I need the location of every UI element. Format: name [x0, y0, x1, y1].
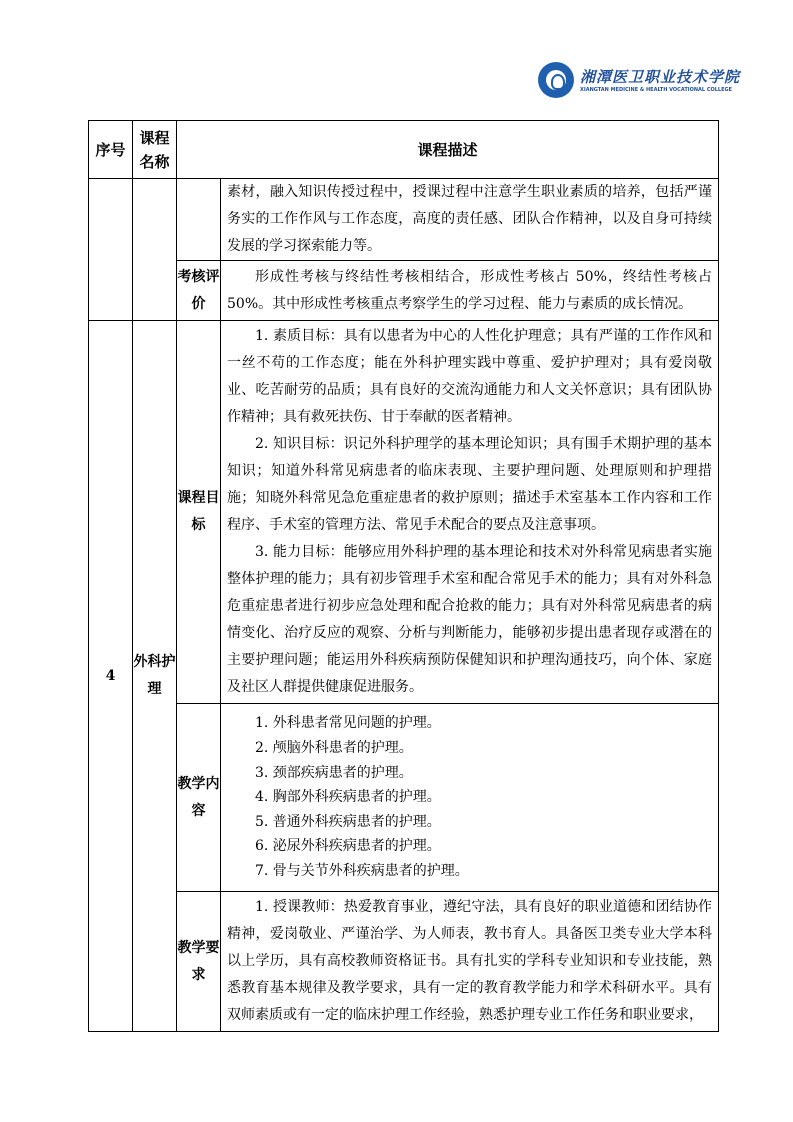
objectives-text [221, 321, 719, 704]
requirement-item: 1. 授课教师：热爱教育事业，遵纪守法，具有良好的职业道德和团结协作精神，爱岗敬业、严谨治学、为人师表，教书育人。具备医卫类专业大学本科以上学历，具有高校教师资格证书。具有扎实的学科专业知识和专业技能，熟悉教育基本规律及教学要求，具有一定的教育教学能力和学术科研水平。具有双师素质或有一定的临床护理工作经验，熟悉护理专业工作任务和职业要求， [227, 899, 712, 1023]
college-name-cn: 湘潭医卫职业技术学院 [580, 68, 741, 86]
requirements-label: 教学要求 [177, 892, 221, 1032]
content-item: 2. 颅脑外科患者的护理。 [255, 740, 413, 757]
requirements-text [221, 892, 719, 1032]
table-row [89, 321, 719, 704]
objective-item: 3. 能力目标：能够应用外科护理的基本理论和技术对外科常见病患者实施整体护理的能力；具有初步管理手术室和配合常见手术的能力；具有对外科急危重症患者进行初步应急处理和配合抢救的能力；具有对外科常见病患者的病情变化、治疗反应的观察、分析与判断能力，能够初步提出患者现存或潜在的主要护理问题；能运用外科疾病预防保健知识和护理沟通技巧，向个体、家庭及社区人群提供健康促进服务。 [227, 544, 712, 695]
college-name-en: XIANGTAN MEDICINE & HEALTH VOCATIONAL COLLEGE [580, 87, 733, 93]
paragraph: 素材，融入知识传授过程中，授课过程中注意学生职业素质的培养，包括严谨务实的工作作风与工作态度，高度的责任感、团队合作精神，以及自身可持续发展的学习探索能力等。 [227, 184, 712, 254]
paragraph: 形成性考核与终结性考核相结合，形成性考核占 50%，终结性考核占 50%。其中形成性考核重点考察学生的学习过程、能力与素质的成长情况。 [227, 268, 712, 312]
course-name: 外科护理 [133, 321, 177, 1032]
content-item: 4. 胸部外科疾病患者的护理。 [255, 789, 441, 806]
objectives-label: 课程目标 [177, 321, 221, 704]
assessment-text [221, 261, 719, 321]
course-no: 4 [89, 321, 133, 1032]
content-list [221, 704, 719, 892]
content-label: 教学内容 [177, 704, 221, 892]
objective-item: 2. 知识目标：识记外科护理学的基本理论知识；具有围手术期护理的基本知识；知道外科常见病患者的临床表现、主要护理问题、处理原则和护理措施；知晓外科常见急危重症患者的救护原则；描述手术室基本工作内容和工作程序、手术室的管理方法、常见手术配合的要点及注意事项。 [227, 436, 712, 533]
table-row [89, 704, 719, 892]
table-row [89, 261, 719, 321]
cell-no-empty [89, 179, 133, 321]
college-seal-icon [538, 62, 574, 98]
cell-label-empty [177, 179, 221, 261]
course-table [88, 120, 719, 1032]
content-item: 7. 骨与关节外科疾病患者的护理。 [255, 862, 469, 879]
table-row [89, 179, 719, 261]
table-header-row [89, 121, 719, 179]
continuation-text [221, 179, 719, 261]
header-desc: 课程描述 [177, 121, 719, 179]
table-row [89, 892, 719, 1032]
cell-name-empty [133, 179, 177, 321]
header-name: 课程名称 [133, 121, 177, 179]
content-item: 5. 普通外科疾病患者的护理。 [255, 813, 441, 830]
content-item: 1. 外科患者常见问题的护理。 [255, 715, 441, 732]
content-item: 6. 泌尿外科疾病患者的护理。 [255, 838, 441, 855]
header-no: 序号 [89, 121, 133, 179]
college-logo [538, 62, 741, 102]
content-item: 3. 颈部疾病患者的护理。 [255, 764, 413, 781]
assessment-label: 考核评价 [177, 261, 221, 321]
objective-item: 1. 素质目标：具有以患者为中心的人性化护理意；具有严谨的工作作风和一丝不苟的工作态度；能在外科护理实践中尊重、爱护护理对；具有爱岗敬业、吃苦耐劳的品质；具有良好的交流沟通能力和人文关怀意识；具有团队协作精神；具有救死扶伤、甘于奉献的医者精神。 [227, 328, 712, 425]
